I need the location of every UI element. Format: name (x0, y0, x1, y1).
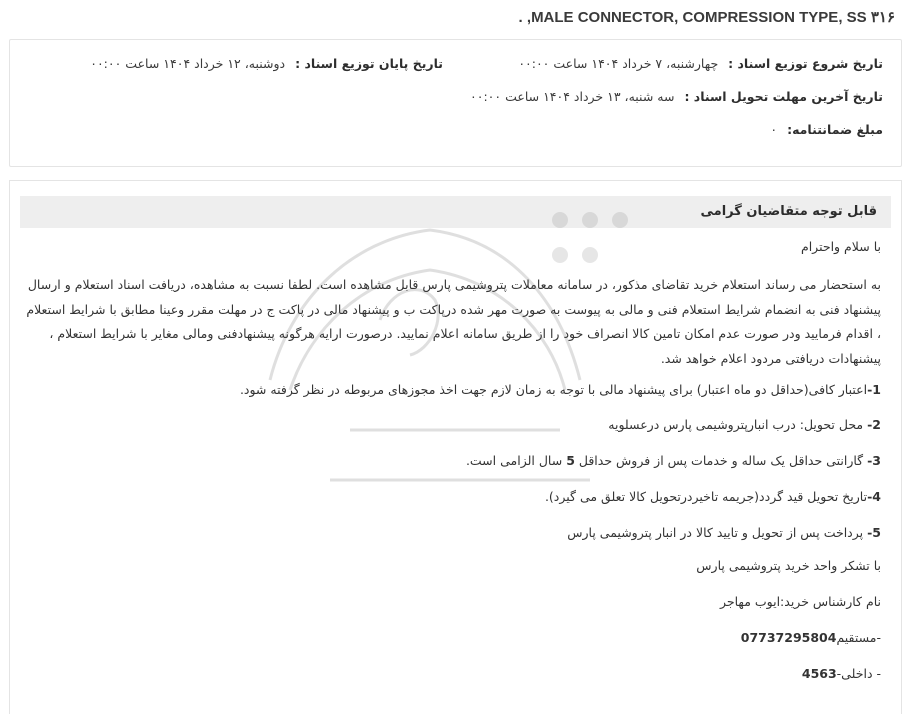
start-date-row (518, 54, 883, 74)
direct-phone-label: -مستقیم (836, 630, 881, 645)
condition-item (25, 380, 881, 400)
notice-heading: قابل توجه متقاضیان گرامی (20, 196, 891, 228)
notice-paragraph: به استحضار می رساند استعلام خرید تقاضای مذکور، در سامانه معاملات پتروشیمی پارس قابل مشاهده است. لطفا نسبت به مشاهده، دریافت اسناد استعلام و ارسال پیشنهاد فنی به انضمام شرایط استعلام فنی و مالی به پیوست به صورت مهر شده درپاکت ب و پیشنهاد مالی در پاکت ج در مهلت مقرر وعینا مطابق با شرایط استعلام ، اقدام فرمایید ودر صورت عدم امکان تامین کالا انصراف خود را از طریق سامانه اعلام نمایید. درصورت ارایه هرگونه پیشنهادفنی ومالی مغایر با شرایط استعلام ، پیشنهادات دریافتی مردود اعلام خواهد شد. (26, 277, 881, 366)
extension-phone (25, 666, 881, 681)
page-title: MALE CONNECTOR, COMPRESSION TYPE, SS ۳۱۶, . (518, 9, 895, 26)
condition-number: 2- (867, 417, 881, 432)
thanks-line: با تشکر واحد خرید پتروشیمی پارس (696, 558, 881, 573)
end-date-label: تاریخ پایان توزیع اسناد : (295, 56, 443, 71)
condition-tail: سال الزامی است. (465, 453, 567, 468)
start-date-value: چهارشنبه، ۷ خرداد ۱۴۰۴ ساعت ۰۰:۰۰ (518, 56, 719, 71)
guarantee-row (770, 120, 883, 140)
greeting: با سلام واحترام (800, 239, 881, 254)
extension-label: - داخلی- (836, 666, 881, 681)
condition-item (25, 451, 881, 471)
guarantee-label: مبلغ ضمانتنامه: (787, 122, 883, 137)
condition-text: گارانتی حداقل یک ساله و خدمات پس از فروش حداقل (574, 453, 868, 468)
tender-info-box (9, 39, 902, 167)
condition-number: 5- (867, 525, 881, 540)
condition-text: پرداخت پس از تحویل و تایید کالا در انبار پتروشیمی پارس (567, 525, 868, 540)
condition-text: محل تحویل: درب انبارپتروشیمی پارس درعسلویه (608, 417, 868, 432)
extension-value: 4563 (801, 666, 837, 681)
condition-number: 1- (867, 382, 881, 397)
condition-number: 3- (867, 453, 881, 468)
end-date-row (90, 54, 443, 74)
deadline-label: تاریخ آخرین مهلت تحویل اسناد : (684, 89, 883, 104)
deadline-row (470, 87, 883, 107)
expert-name: نام کارشناس خرید:ایوب مهاجر (720, 594, 881, 609)
condition-text: تاریخ تحویل قید گردد(جریمه تاخیردرتحویل کالا تعلق می گیرد). (544, 489, 868, 504)
direct-phone (25, 630, 881, 645)
condition-number: 4- (867, 489, 881, 504)
start-date-label: تاریخ شروع توزیع اسناد : (728, 56, 883, 71)
guarantee-value: ۰ (770, 122, 778, 137)
condition-highlight: 5 (566, 453, 575, 468)
deadline-value: سه شنبه، ۱۳ خرداد ۱۴۰۴ ساعت ۰۰:۰۰ (470, 89, 675, 104)
condition-item (25, 487, 881, 507)
condition-item (25, 523, 881, 543)
direct-phone-value: 07737295804 (740, 630, 837, 645)
end-date-value: دوشنبه، ۱۲ خرداد ۱۴۰۴ ساعت ۰۰:۰۰ (90, 56, 286, 71)
notice-panel (9, 180, 902, 714)
condition-item (25, 415, 881, 435)
condition-text: اعتبار کافی(حداقل دو ماه اعتبار) برای پیشنهاد مالی با توجه به زمان لازم جهت اخذ مجوزهای مربوطه در نظر گرفته شود. (239, 382, 868, 397)
